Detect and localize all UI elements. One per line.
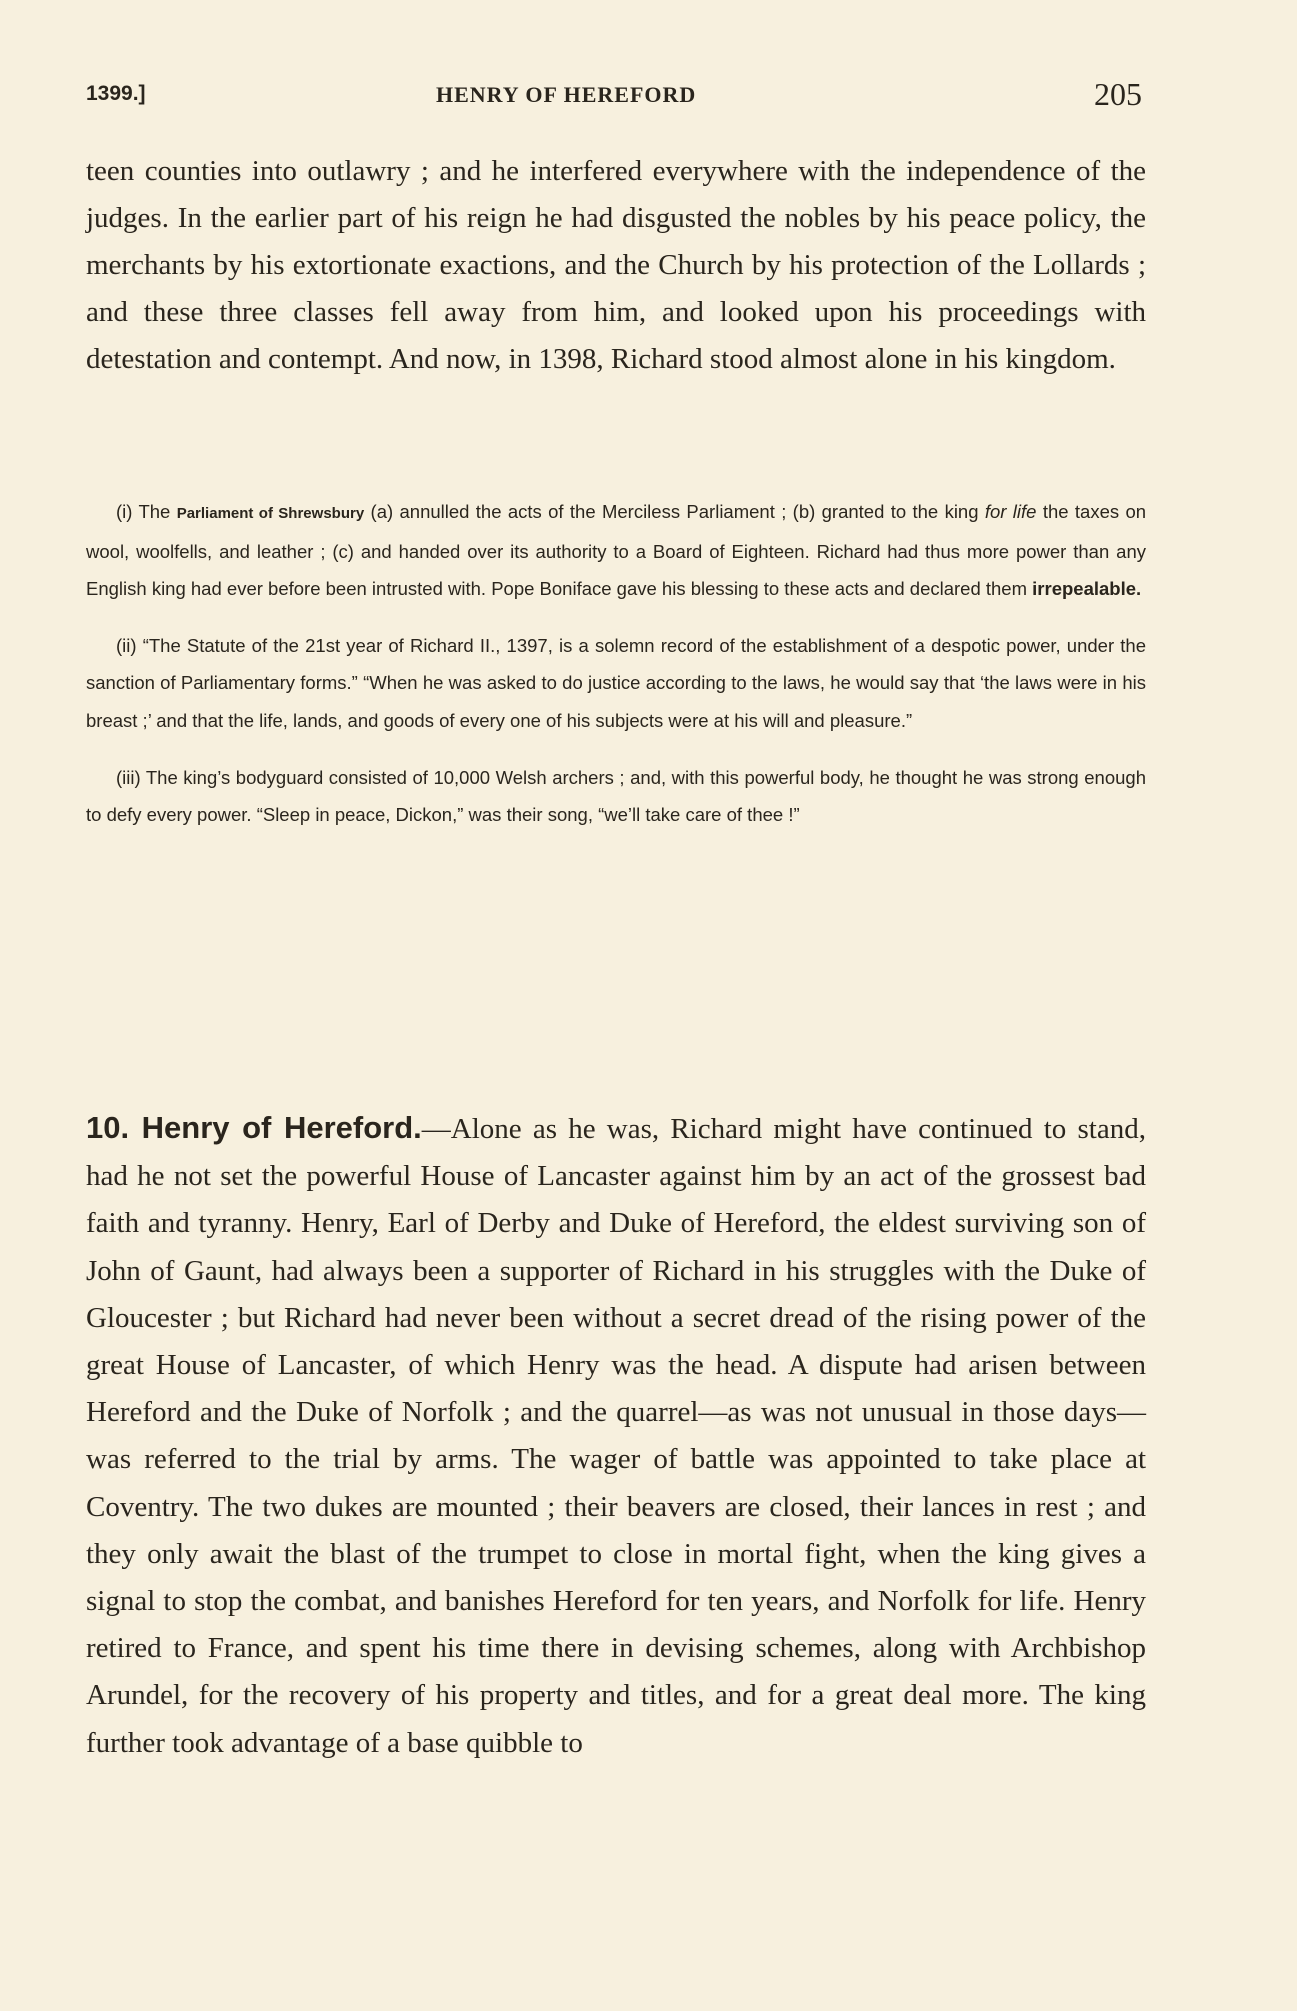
section-paragraph xyxy=(86,1104,1146,1767)
section-henry-of-hereford xyxy=(86,1104,1146,1767)
section-heading: 10. Henry of Hereford. xyxy=(86,1110,422,1145)
note-iii xyxy=(86,759,1146,834)
note-i-marker: (i) xyxy=(116,501,133,522)
header-title: HENRY OF HEREFORD xyxy=(436,82,697,107)
note-i-bold-end: irrepealable. xyxy=(1032,578,1142,600)
header-year: 1399.] xyxy=(86,82,146,105)
note-i-italic: for life xyxy=(984,501,1037,522)
page-number: 205 xyxy=(1094,76,1142,112)
note-i-lead: The xyxy=(138,501,171,522)
note-i-text-b: the taxes on wool, woolfells, and leather ; (c) and handed over its authority to a Board of Eighteen. Richard had thus more power than any English king had ever before been intrusted with. Pope Boniface gave his blessing to these acts and declared them xyxy=(86,501,1147,600)
note-i-emphasis: Parliament of Shrewsbury xyxy=(176,505,365,522)
intro-paragraph-text: teen counties into outlawry ; and he interfered everywhere with the independence of the judges. In the earlier part of his reign he had disgusted the nobles by his peace policy, the merchants by his extortionate exactions, and the Church by his protection of the Lollards ; and these three classes fell away from him, and looked upon his proceedings with detestation and contempt. And now, in 1398, Richard stood almost alone in his kingdom. xyxy=(86,155,1146,375)
intro-paragraph xyxy=(86,148,1146,383)
note-iii-marker: (iii) xyxy=(116,766,141,788)
note-ii xyxy=(86,627,1146,740)
note-ii-marker: (ii) xyxy=(116,634,137,656)
section-text: —Alone as he was, Richard might have continued to stand, had he not set the powerful House of Lancaster against him by an act of the grossest bad faith and tyranny. Henry, Earl of Derby and Duke of Hereford, the eldest surviving son of John of Gaunt, had always been a supporter of Richard in his struggles with the Duke of Gloucester ; but Richard had never been without a secret dread of the rising power of the great House of Lancaster, of which Henry was the head. A dispute had arisen between Hereford and the Duke of Norfolk ; and the quarrel—as was not unusual in those days—was referred to the trial by arms. The wager of battle was appointed to take place at Coventry. The two dukes are mounted ; their beavers are closed, their lances in rest ; and they only await the blast of the trumpet to close in mortal fight, when the king gives a signal to stop the combat, and banishes Hereford for ten years, and Norfolk for life. Henry retired to France, and spent his time there in devising schemes, along with Archbishop Arundel, for the recovery of his property and titles, and for a great deal more. The king further took advantage of a base quibble to xyxy=(86,1113,1146,1759)
note-i-text-a: (a) annulled the acts of the Merciless Parliament ; (b) granted to the king xyxy=(370,501,979,522)
footnotes xyxy=(86,493,1146,853)
note-ii-text: “The Statute of the 21st year of Richard II., 1397, is a solemn record of the establishment of a despotic power, under the sanction of Parliamentary forms.” “When he was asked to do justice according to the laws, he would say that ‘the laws were in his breast ;’ and that the life, lands, and goods of every one of his subjects were at his will and pleasure.” xyxy=(86,634,1146,731)
note-i xyxy=(86,493,1146,608)
running-header xyxy=(86,78,1142,120)
note-iii-text: The king’s bodyguard consisted of 10,000 Welsh archers ; and, with this powerful body, he thought he was strong enough to defy every power. “Sleep in peace, Dickon,” was their song, “we’ll take care of thee !” xyxy=(86,766,1146,826)
